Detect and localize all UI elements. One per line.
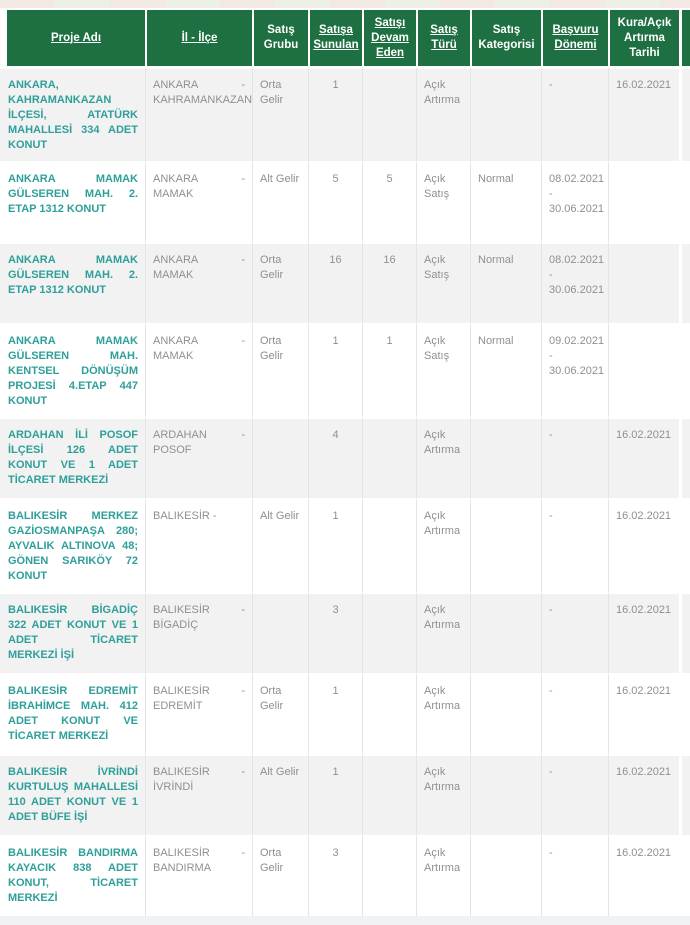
cell-proje-adi <box>0 754 145 835</box>
basvuru-donemi-value: - <box>549 847 553 859</box>
cell-satis-kategorisi <box>470 673 541 754</box>
kura-tarihi-value: 16.02.2021 <box>616 79 672 91</box>
cell-satis-turu <box>416 417 470 498</box>
cell-satisa-sunulan <box>308 754 362 835</box>
table-row <box>0 592 690 673</box>
column-header-label: Satış Türü <box>430 24 458 51</box>
cell-kura-tarihi <box>608 498 679 592</box>
il-ilce-value: ANKARA - MAMAK <box>153 254 245 281</box>
satisa-sunulan-value: 3 <box>332 604 339 616</box>
table-row <box>0 673 690 754</box>
cell-kura-tarihi <box>608 592 679 673</box>
project-name-link[interactable]: BALIKESİR BANDIRMA KAYACIK 838 ADET KONUT, TİCARET MERKEZİ <box>8 847 138 904</box>
kura-tarihi-value: 16.02.2021 <box>616 429 672 441</box>
next-column-sliver-cell <box>679 67 690 161</box>
satisa-sunulan-value: 1 <box>332 766 339 778</box>
cell-kura-tarihi <box>608 835 679 916</box>
satisa-sunulan-value: 1 <box>332 510 339 522</box>
next-column-sliver-cell <box>679 323 690 417</box>
project-name-link[interactable]: BALIKESİR EDREMİT İBRAHİMCE MAH. 412 ADET KONUT VE TİCARET MERKEZİ <box>8 685 138 742</box>
il-ilce-value: BALIKESİR - <box>153 510 217 522</box>
cell-satis-kategorisi <box>470 161 541 242</box>
cell-proje-adi <box>0 673 145 754</box>
column-header-label: Proje Adı <box>50 31 102 44</box>
kura-tarihi-value: 16.02.2021 <box>616 510 672 522</box>
cell-satisa-sunulan <box>308 498 362 592</box>
cell-satis-turu <box>416 242 470 323</box>
cell-proje-adi <box>0 323 145 417</box>
table-row <box>0 417 690 498</box>
satisa-sunulan-value: 16 <box>329 254 342 266</box>
cell-il-ilce <box>145 67 252 161</box>
satis-turu-value: Açık Artırma <box>424 847 461 874</box>
cell-satis-turu <box>416 323 470 417</box>
cell-kura-tarihi <box>608 161 679 242</box>
table-row <box>0 242 690 323</box>
table-row <box>0 754 690 835</box>
project-name-link[interactable]: ANKARA MAMAK GÜLSEREN MAH. 2. ETAP 1312 KONUT <box>8 173 138 215</box>
satisa-sunulan-value: 5 <box>332 173 339 185</box>
project-name-link[interactable]: BALIKESİR MERKEZ GAZİOSMANPAŞA 280; AYVALIK ALTINOVA 48; GÖNEN SARIKÖY 72 KONUT <box>8 510 138 582</box>
table-row <box>0 835 690 916</box>
satis-kategorisi-value: Normal <box>478 254 514 266</box>
column-header-satis-grubu <box>252 8 308 67</box>
cell-satis-kategorisi <box>470 417 541 498</box>
cell-satisa-sunulan <box>308 323 362 417</box>
cell-basvuru-donemi <box>541 498 608 592</box>
cell-satis-turu <box>416 673 470 754</box>
column-header-satis-turu[interactable] <box>416 8 470 67</box>
cell-satisi-devam-eden <box>362 242 416 323</box>
table-row <box>0 161 690 242</box>
cell-basvuru-donemi <box>541 323 608 417</box>
cell-satisa-sunulan <box>308 242 362 323</box>
cell-satis-grubu <box>252 835 308 916</box>
satisa-sunulan-value: 1 <box>332 335 339 347</box>
cell-satis-kategorisi <box>470 592 541 673</box>
cell-satisa-sunulan <box>308 67 362 161</box>
table-row <box>0 67 690 161</box>
cell-satisa-sunulan <box>308 673 362 754</box>
il-ilce-value: BALIKESİR - İVRİNDİ <box>153 766 245 793</box>
next-column-sliver-cell <box>679 498 690 592</box>
cell-basvuru-donemi <box>541 673 608 754</box>
satis-turu-value: Açık Artırma <box>424 766 461 793</box>
satisi-devam-eden-value: 1 <box>386 335 393 347</box>
column-header-label: Satış Grubu <box>263 24 299 51</box>
il-ilce-value: ARDAHAN - POSOF <box>153 429 245 456</box>
next-column-sliver-cell <box>679 835 690 916</box>
project-name-link[interactable]: ARDAHAN İLİ POSOF İLÇESİ 126 ADET KONUT VE 1 ADET TİCARET MERKEZİ <box>8 429 138 486</box>
next-column-sliver-cell <box>679 754 690 835</box>
satis-grubu-value: Orta Gelir <box>260 685 284 712</box>
column-header-label: Satış Kategorisi <box>478 24 535 51</box>
column-header-label: İl - İlçe <box>181 31 218 44</box>
basvuru-donemi-value: 09.02.2021 - 30.06.2021 <box>549 335 605 377</box>
kura-tarihi-value: 16.02.2021 <box>616 766 672 778</box>
table-row <box>0 498 690 592</box>
satis-kategorisi-value: Normal <box>478 335 514 347</box>
cell-kura-tarihi <box>608 754 679 835</box>
footer-strip <box>0 916 690 925</box>
next-column-sliver-cell <box>679 417 690 498</box>
satis-grubu-value: Orta Gelir <box>260 847 284 874</box>
cell-satisi-devam-eden <box>362 592 416 673</box>
cell-satis-kategorisi <box>470 67 541 161</box>
cell-satis-kategorisi <box>470 835 541 916</box>
cell-satis-turu <box>416 498 470 592</box>
column-header-satisa-sunulan[interactable] <box>308 8 362 67</box>
cell-satis-grubu <box>252 673 308 754</box>
kura-tarihi-value: 16.02.2021 <box>616 847 672 859</box>
cell-satisa-sunulan <box>308 161 362 242</box>
basvuru-donemi-value: - <box>549 510 553 522</box>
satisi-devam-eden-value: 16 <box>383 254 396 266</box>
basvuru-donemi-value: - <box>549 79 553 91</box>
cell-satisi-devam-eden <box>362 323 416 417</box>
cell-satisi-devam-eden <box>362 673 416 754</box>
satis-turu-value: Açık Artırma <box>424 604 461 631</box>
satis-turu-value: Açık Artırma <box>424 79 461 106</box>
il-ilce-value: BALIKESİR - BANDIRMA <box>153 847 245 874</box>
cell-proje-adi <box>0 161 145 242</box>
cell-satis-grubu <box>252 161 308 242</box>
cell-satis-grubu <box>252 498 308 592</box>
sales-projects-table <box>0 8 690 916</box>
cell-basvuru-donemi <box>541 754 608 835</box>
table-row <box>0 323 690 417</box>
cell-proje-adi <box>0 417 145 498</box>
cell-satis-grubu <box>252 323 308 417</box>
column-header-satisi-devam-eden[interactable] <box>362 8 416 67</box>
cell-kura-tarihi <box>608 673 679 754</box>
cell-satisa-sunulan <box>308 592 362 673</box>
basvuru-donemi-value: - <box>549 685 553 697</box>
cell-il-ilce <box>145 161 252 242</box>
cell-satis-grubu <box>252 417 308 498</box>
satis-turu-value: Açık Satış <box>424 173 450 200</box>
satis-kategorisi-value: Normal <box>478 173 514 185</box>
satis-turu-value: Açık Artırma <box>424 429 461 456</box>
cell-proje-adi <box>0 498 145 592</box>
cell-kura-tarihi <box>608 242 679 323</box>
column-header-proje[interactable] <box>0 8 145 67</box>
cell-il-ilce <box>145 754 252 835</box>
cell-satisi-devam-eden <box>362 417 416 498</box>
satis-grubu-value: Orta Gelir <box>260 79 284 106</box>
cell-basvuru-donemi <box>541 161 608 242</box>
kura-tarihi-value: 16.02.2021 <box>616 604 672 616</box>
basvuru-donemi-value: - <box>549 604 553 616</box>
cell-satisi-devam-eden <box>362 161 416 242</box>
basvuru-donemi-value: - <box>549 766 553 778</box>
cell-satis-kategorisi <box>470 754 541 835</box>
next-column-sliver-cell <box>679 673 690 754</box>
cell-satisa-sunulan <box>308 417 362 498</box>
cell-satis-grubu <box>252 754 308 835</box>
satis-turu-value: Açık Artırma <box>424 685 461 712</box>
il-ilce-value: ANKARA - MAMAK <box>153 173 245 200</box>
cell-il-ilce <box>145 835 252 916</box>
cell-proje-adi <box>0 67 145 161</box>
cell-il-ilce <box>145 242 252 323</box>
cell-il-ilce <box>145 498 252 592</box>
cell-proje-adi <box>0 835 145 916</box>
cell-il-ilce <box>145 592 252 673</box>
cell-il-ilce <box>145 417 252 498</box>
column-header-il-ilce[interactable] <box>145 8 252 67</box>
satis-turu-value: Açık Satış <box>424 335 450 362</box>
satisa-sunulan-value: 1 <box>332 79 339 91</box>
column-header-label: Kura/Açık Artırma Tarihi <box>617 16 672 59</box>
cell-satis-kategorisi <box>470 323 541 417</box>
cell-satis-grubu <box>252 242 308 323</box>
project-name-link[interactable]: BALIKESİR BİGADİÇ 322 ADET KONUT VE 1 ADET TİCARET MERKEZİ İŞİ <box>8 604 138 661</box>
cell-il-ilce <box>145 673 252 754</box>
column-header-kura-tarihi <box>608 8 679 67</box>
cell-basvuru-donemi <box>541 835 608 916</box>
next-column-sliver-cell <box>679 161 690 242</box>
basvuru-donemi-value: - <box>549 429 553 441</box>
satis-grubu-value: Alt Gelir <box>260 510 300 522</box>
il-ilce-value: BALIKESİR - BİGADİÇ <box>153 604 245 631</box>
next-column-sliver-header <box>679 8 690 67</box>
cell-satis-turu <box>416 67 470 161</box>
cell-proje-adi <box>0 242 145 323</box>
column-header-label: Satışı Devam Eden <box>371 16 409 59</box>
satis-grubu-value: Orta Gelir <box>260 335 284 362</box>
cell-proje-adi <box>0 592 145 673</box>
next-column-sliver-cell <box>679 592 690 673</box>
project-name-link[interactable]: ANKARA MAMAK GÜLSEREN MAH. 2. ETAP 1312 KONUT <box>8 254 138 296</box>
cell-satis-grubu <box>252 592 308 673</box>
project-name-link[interactable]: ANKARA, KAHRAMANKAZAN İLÇESİ, ATATÜRK MAHALLESİ 334 ADET KONUT <box>8 79 138 151</box>
satis-grubu-value: Alt Gelir <box>260 173 300 185</box>
cell-satis-turu <box>416 754 470 835</box>
cell-il-ilce <box>145 323 252 417</box>
cell-basvuru-donemi <box>541 67 608 161</box>
cell-satis-turu <box>416 592 470 673</box>
page-background-sliver <box>0 0 690 8</box>
table-header-row <box>0 8 690 67</box>
column-header-label: Satışa Sunulan <box>313 24 359 51</box>
satisi-devam-eden-value: 5 <box>386 173 393 185</box>
cell-basvuru-donemi <box>541 242 608 323</box>
kura-tarihi-value: 16.02.2021 <box>616 685 672 697</box>
cell-satisi-devam-eden <box>362 498 416 592</box>
cell-kura-tarihi <box>608 417 679 498</box>
column-header-basvuru-donemi[interactable] <box>541 8 608 67</box>
il-ilce-value: ANKARA - KAHRAMANKAZAN <box>153 79 253 106</box>
project-name-link[interactable]: ANKARA MAMAK GÜLSEREN MAH. KENTSEL DÖNÜŞÜM PROJESİ 4.ETAP 447 KONUT <box>8 335 138 407</box>
cell-satisi-devam-eden <box>362 835 416 916</box>
satisa-sunulan-value: 4 <box>332 429 339 441</box>
basvuru-donemi-value: 08.02.2021 - 30.06.2021 <box>549 254 605 296</box>
cell-satis-turu <box>416 835 470 916</box>
cell-satisa-sunulan <box>308 835 362 916</box>
cell-satisi-devam-eden <box>362 67 416 161</box>
column-header-satis-kategorisi <box>470 8 541 67</box>
satisa-sunulan-value: 3 <box>332 847 339 859</box>
cell-satis-turu <box>416 161 470 242</box>
satis-grubu-value: Orta Gelir <box>260 254 284 281</box>
cell-basvuru-donemi <box>541 592 608 673</box>
il-ilce-value: BALIKESİR - EDREMİT <box>153 685 245 712</box>
cell-satisi-devam-eden <box>362 754 416 835</box>
project-name-link[interactable]: BALIKESİR İVRİNDİ KURTULUŞ MAHALLESİ 110 ADET KONUT VE 1 ADET BÜFE İŞİ <box>8 766 138 823</box>
il-ilce-value: ANKARA - MAMAK <box>153 335 245 362</box>
cell-satis-kategorisi <box>470 498 541 592</box>
cell-basvuru-donemi <box>541 417 608 498</box>
next-column-sliver-cell <box>679 242 690 323</box>
column-header-label: Başvuru Dönemi <box>552 24 599 51</box>
satisa-sunulan-value: 1 <box>332 685 339 697</box>
cell-satis-grubu <box>252 67 308 161</box>
cell-satis-kategorisi <box>470 242 541 323</box>
satis-turu-value: Açık Satış <box>424 254 450 281</box>
satis-turu-value: Açık Artırma <box>424 510 461 537</box>
cell-kura-tarihi <box>608 323 679 417</box>
satis-grubu-value: Alt Gelir <box>260 766 300 778</box>
cell-kura-tarihi <box>608 67 679 161</box>
basvuru-donemi-value: 08.02.2021 - 30.06.2021 <box>549 173 605 215</box>
